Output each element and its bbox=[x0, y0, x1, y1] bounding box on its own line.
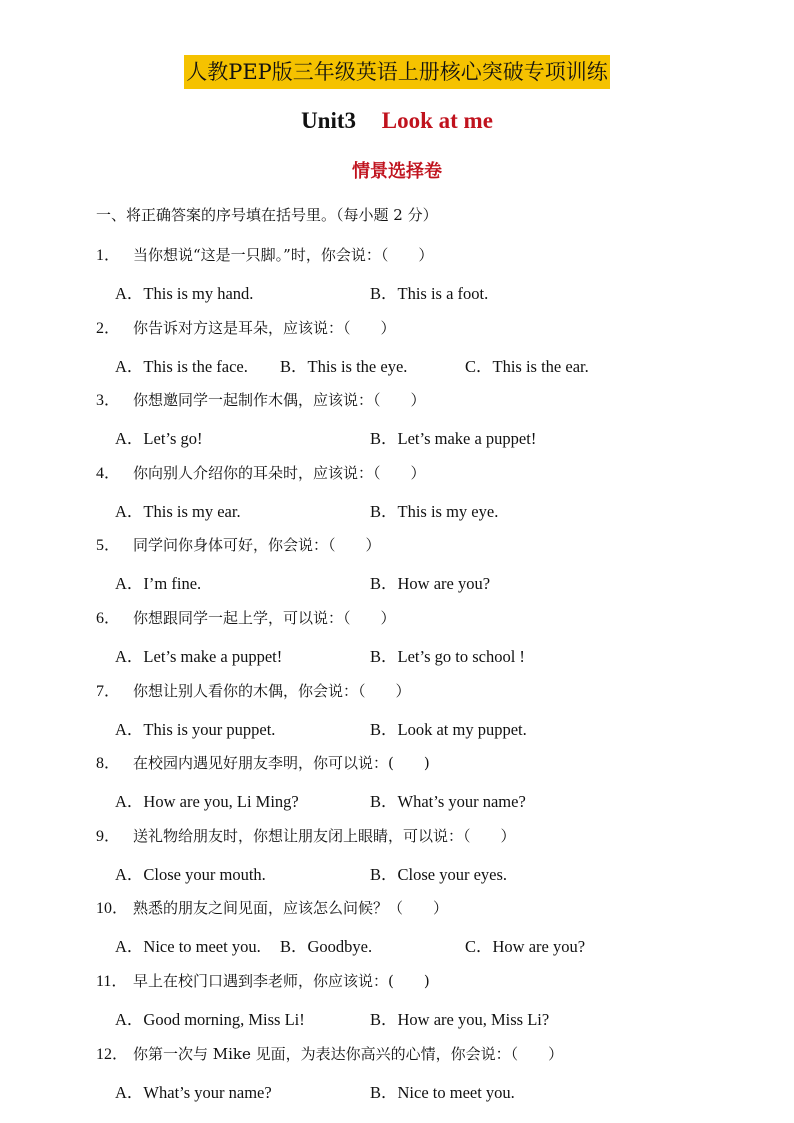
answer-option-a: A．This is my hand. bbox=[115, 284, 254, 303]
answer-option-b: B．Nice to meet you. bbox=[370, 1082, 515, 1102]
question-number: 1． bbox=[96, 247, 121, 264]
question-number: 2． bbox=[96, 319, 121, 337]
answer-option-b: B．Let’s make a puppet! bbox=[370, 429, 537, 449]
question-12 bbox=[96, 1041, 563, 1064]
answer-option-c: C．How are you? bbox=[465, 937, 586, 957]
question-8 bbox=[96, 750, 430, 773]
question-text: 早上在校门口遇到李老师，你应该说：( ) bbox=[133, 972, 430, 990]
answer-option-c: C．This is the ear. bbox=[465, 356, 589, 376]
unit-heading bbox=[0, 108, 794, 134]
unit-number: Unit3 bbox=[301, 108, 357, 133]
answer-option-a: A．What’s your name? bbox=[115, 1082, 272, 1102]
answer-option-a: A．Good morning, Miss Li! bbox=[115, 1010, 305, 1029]
question-3 bbox=[96, 387, 426, 410]
question-number: 6． bbox=[96, 610, 121, 627]
question-text: 熟悉的朋友之间见面，应该怎么问候？（ ） bbox=[133, 899, 449, 918]
question-4 bbox=[96, 460, 426, 483]
answer-option-b: B．This is the eye. bbox=[280, 356, 408, 376]
question-10 bbox=[96, 895, 448, 918]
question-2 bbox=[96, 315, 396, 338]
answer-option-a: A．This is my ear. bbox=[115, 501, 241, 521]
question-number: 5． bbox=[96, 537, 121, 555]
answer-option-a: A．Let’s make a puppet! bbox=[115, 647, 283, 666]
question-number: 8． bbox=[96, 755, 121, 773]
answer-option-b: B．Goodbye. bbox=[280, 937, 373, 957]
answer-option-a: A．I’m fine. bbox=[115, 574, 202, 594]
answer-option-b: B．Look at my puppet. bbox=[370, 719, 527, 739]
answer-option-b: B．How are you, Miss Li? bbox=[370, 1010, 550, 1029]
answer-option-b: B．Let’s go to school ! bbox=[370, 647, 525, 666]
worksheet-subtitle: 情景选择卷 bbox=[352, 161, 442, 182]
question-number: 4． bbox=[96, 464, 121, 482]
unit-name: Look at me bbox=[381, 108, 493, 133]
answer-option-b: B．This is my eye. bbox=[370, 501, 499, 521]
question-number: 7． bbox=[96, 682, 121, 700]
answer-option-a: A．Let’s go! bbox=[115, 429, 203, 449]
question-text: 同学问你身体可好，你会说：（ ） bbox=[133, 536, 381, 555]
question-1 bbox=[96, 242, 433, 265]
question-11 bbox=[96, 968, 430, 991]
question-text: 你想邀同学一起制作木偶，应该说：（ ） bbox=[133, 391, 426, 410]
question-number: 10． bbox=[96, 900, 129, 918]
answer-option-a: A．How are you, Li Ming? bbox=[115, 792, 299, 812]
question-number: 3． bbox=[96, 392, 121, 410]
question-text: 在校园内遇见好朋友李明，你可以说：( ) bbox=[133, 754, 430, 773]
question-9 bbox=[96, 823, 516, 846]
question-text: 你向别人介绍你的耳朵时，应该说：（ ） bbox=[133, 463, 426, 482]
question-text: 你想让别人看你的木偶，你会说：（ ） bbox=[133, 681, 411, 700]
answer-option-a: A．Nice to meet you. bbox=[115, 937, 261, 957]
question-number: 11． bbox=[96, 973, 128, 990]
answer-option-b: B．This is a foot. bbox=[370, 284, 489, 303]
question-text: 送礼物给朋友时，你想让朋友闭上眼睛，可以说：（ ） bbox=[133, 826, 516, 845]
answer-option-b: B．Close your eyes. bbox=[370, 864, 508, 884]
title-row bbox=[0, 55, 794, 89]
question-7 bbox=[96, 678, 411, 701]
question-text: 你告诉对方这是耳朵，应该说：（ ） bbox=[133, 318, 396, 337]
answer-option-a: A．This is the face. bbox=[115, 356, 248, 376]
answer-option-a: A．Close your mouth. bbox=[115, 864, 266, 884]
question-number: 9． bbox=[96, 827, 121, 845]
question-text: 当你想说“这是一只脚。”时，你会说：（ ） bbox=[133, 246, 434, 264]
question-5 bbox=[96, 532, 381, 555]
question-text: 你想跟同学一起上学，可以说：（ ） bbox=[133, 609, 396, 627]
answer-option-b: B．What’s your name? bbox=[370, 792, 526, 812]
question-text: 你第一次与 Mike 见面，为表达你高兴的心情，你会说：（ ） bbox=[133, 1044, 564, 1063]
question-number: 12． bbox=[96, 1045, 129, 1063]
section-heading: 一、将正确答案的序号填在括号里。（每小题 2 分） bbox=[96, 206, 438, 224]
answer-option-a: A．This is your puppet. bbox=[115, 719, 276, 739]
answer-option-b: B．How are you? bbox=[370, 574, 491, 594]
worksheet-title: 人教PEP版三年级英语上册核心突破专项训练 bbox=[184, 55, 610, 89]
question-6 bbox=[96, 605, 396, 628]
